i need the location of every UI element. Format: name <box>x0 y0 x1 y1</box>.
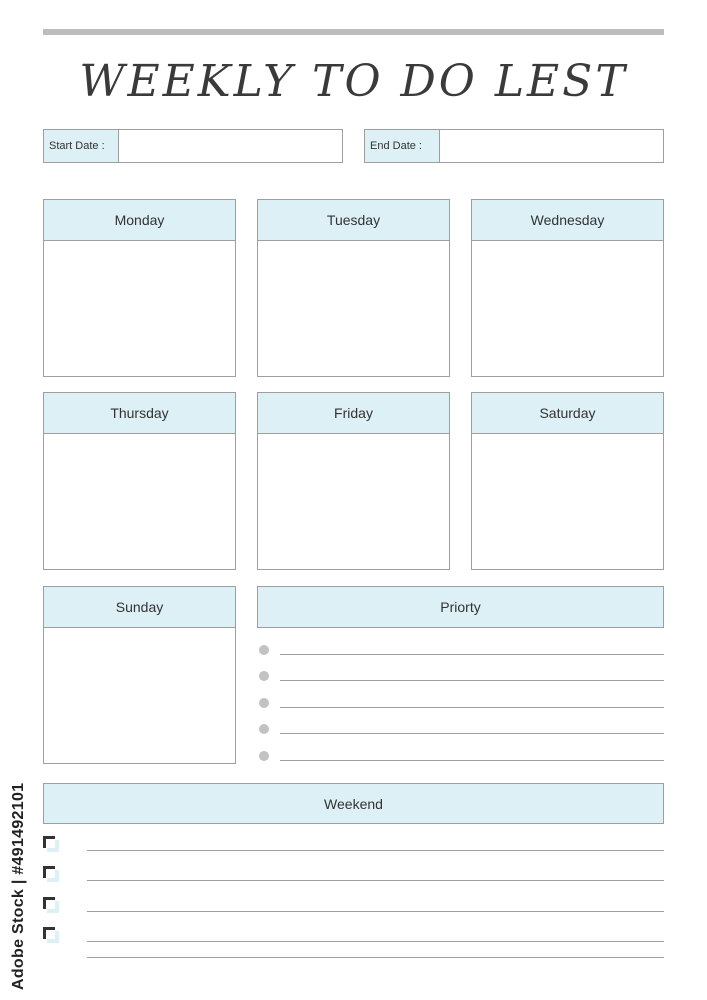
start-date-label: Start Date : <box>44 130 119 162</box>
end-date-field <box>364 129 664 163</box>
weekend-row[interactable] <box>43 927 664 943</box>
day-header-thursday: Thursday <box>44 393 235 434</box>
priority-line <box>280 654 664 655</box>
bullet-icon <box>259 671 269 681</box>
start-date-field <box>43 129 343 163</box>
weekend-box <box>43 783 664 824</box>
day-box-tuesday <box>257 199 450 377</box>
weekend-line <box>87 911 664 912</box>
day-header-monday: Monday <box>44 200 235 241</box>
day-box-saturday <box>471 392 664 570</box>
end-date-input[interactable] <box>440 130 663 162</box>
day-notes-saturday[interactable] <box>472 434 663 569</box>
top-divider-bar <box>43 29 664 35</box>
day-box-wednesday <box>471 199 664 377</box>
priority-box <box>257 586 664 628</box>
bullet-icon <box>259 724 269 734</box>
priority-line <box>280 760 664 761</box>
day-box-monday <box>43 199 236 377</box>
checkbox-icon[interactable] <box>43 836 59 852</box>
weekend-row[interactable] <box>43 943 664 959</box>
bullet-icon <box>259 751 269 761</box>
end-date-label: End Date : <box>365 130 440 162</box>
day-box-friday <box>257 392 450 570</box>
day-box-thursday <box>43 392 236 570</box>
priority-header: Priorty <box>258 587 663 627</box>
day-header-saturday: Saturday <box>472 393 663 434</box>
start-date-input[interactable] <box>119 130 342 162</box>
day-header-tuesday: Tuesday <box>258 200 449 241</box>
bullet-icon <box>259 645 269 655</box>
checkbox-icon[interactable] <box>43 927 59 943</box>
day-header-sunday: Sunday <box>44 587 235 628</box>
weekend-line <box>87 941 664 942</box>
day-notes-friday[interactable] <box>258 434 449 569</box>
day-notes-monday[interactable] <box>44 241 235 376</box>
weekend-row[interactable] <box>43 836 664 852</box>
stock-watermark: Adobe Stock | #491492101 <box>10 782 27 990</box>
weekend-header: Weekend <box>44 784 663 823</box>
weekend-row[interactable] <box>43 897 664 913</box>
weekend-line <box>87 850 664 851</box>
priority-line <box>280 707 664 708</box>
priority-row[interactable] <box>258 696 664 710</box>
priority-row[interactable] <box>258 722 664 736</box>
priority-row[interactable] <box>258 749 664 763</box>
priority-row[interactable] <box>258 643 664 657</box>
weekend-line <box>87 957 664 958</box>
priority-line <box>280 680 664 681</box>
bullet-icon <box>259 698 269 708</box>
priority-row[interactable] <box>258 669 664 683</box>
day-header-wednesday: Wednesday <box>472 200 663 241</box>
checkbox-icon[interactable] <box>43 866 59 882</box>
day-notes-thursday[interactable] <box>44 434 235 569</box>
day-box-sunday <box>43 586 236 764</box>
day-notes-tuesday[interactable] <box>258 241 449 376</box>
priority-line <box>280 733 664 734</box>
weekend-row[interactable] <box>43 866 664 882</box>
checkbox-icon[interactable] <box>43 897 59 913</box>
page-title: WEEKLY TO DO LEST <box>79 56 628 107</box>
day-header-friday: Friday <box>258 393 449 434</box>
day-notes-wednesday[interactable] <box>472 241 663 376</box>
weekend-line <box>87 880 664 881</box>
day-notes-sunday[interactable] <box>44 628 235 763</box>
